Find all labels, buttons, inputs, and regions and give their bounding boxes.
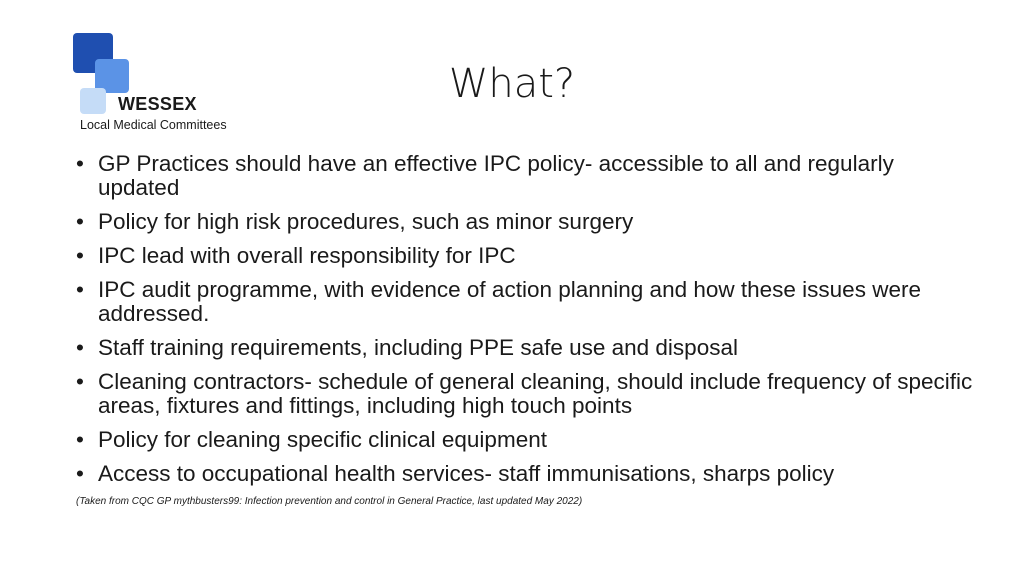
- bullet-list: [76, 152, 976, 496]
- bullet-icon: •: [76, 427, 84, 452]
- bullet-text: IPC lead with overall responsibility for IPC: [98, 243, 516, 268]
- bullet-text: Access to occupational health services- staff immunisations, sharps policy: [98, 461, 835, 486]
- bullet-item: [76, 462, 976, 486]
- bullet-icon: •: [76, 461, 84, 486]
- bullet-text: GP Practices should have an effective IPC policy- accessible to all and regularly updated: [98, 151, 894, 200]
- logo-brand-name: WESSEX: [118, 94, 197, 114]
- bullet-text: Policy for high risk procedures, such as minor surgery: [98, 209, 634, 234]
- bullet-text: IPC audit programme, with evidence of action planning and how these issues were addressed.: [98, 277, 921, 326]
- bullet-item: [76, 370, 976, 418]
- bullet-text: Staff training requirements, including PPE safe use and disposal: [98, 335, 738, 360]
- bullet-item: [76, 336, 976, 360]
- slide-title: What?: [448, 61, 576, 107]
- bullet-item: [76, 428, 976, 452]
- bullet-item: [76, 278, 976, 326]
- bullet-icon: •: [76, 209, 84, 234]
- bullet-icon: •: [76, 335, 84, 360]
- bullet-item: [76, 210, 976, 234]
- bullet-text: Policy for cleaning specific clinical equipment: [98, 427, 547, 452]
- bullet-icon: •: [76, 243, 84, 268]
- source-citation: (Taken from CQC GP mythbusters99: Infection prevention and control in General Practice, last updated May 2022): [76, 496, 583, 507]
- bullet-icon: •: [76, 277, 84, 302]
- bullet-item: [76, 152, 976, 200]
- bullet-text: Cleaning contractors- schedule of general cleaning, should include frequency of specific areas, fixtures and fittings, including high touch points: [98, 369, 973, 418]
- logo-subtitle: Local Medical Committees: [80, 118, 227, 132]
- bullet-icon: •: [76, 151, 84, 176]
- bullet-item: [76, 244, 976, 268]
- bullet-icon: •: [76, 369, 84, 394]
